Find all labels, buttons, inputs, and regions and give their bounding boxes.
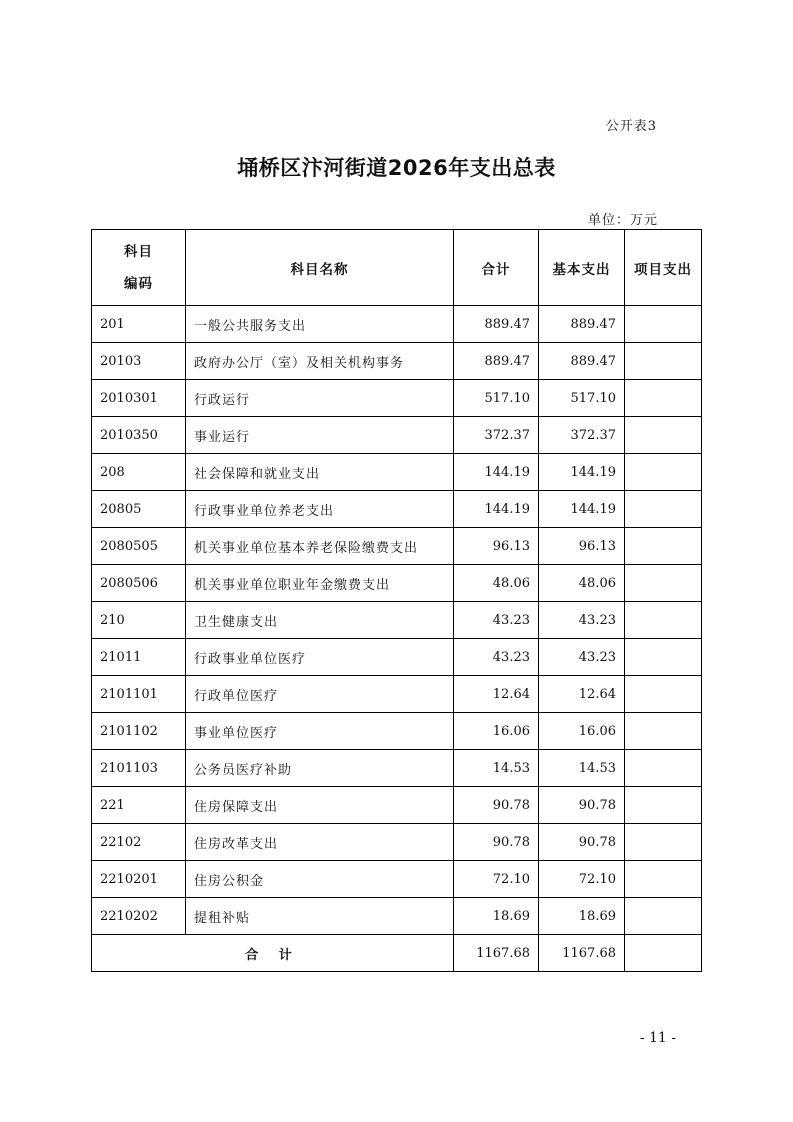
row-total: 12.64 — [454, 676, 539, 713]
row-basic: 14.53 — [539, 750, 625, 787]
total-label: 合 计 — [92, 935, 454, 972]
total-value: 1167.68 — [454, 935, 539, 972]
expenditure-table — [91, 229, 702, 972]
table-row — [92, 343, 702, 380]
row-total: 43.23 — [454, 602, 539, 639]
row-total: 889.47 — [454, 306, 539, 343]
row-total: 517.10 — [454, 380, 539, 417]
row-project — [625, 417, 702, 454]
row-project — [625, 306, 702, 343]
table-row — [92, 676, 702, 713]
table-row — [92, 639, 702, 676]
row-code: 2210201 — [92, 861, 186, 898]
row-code: 2080506 — [92, 565, 186, 602]
row-code: 2010350 — [92, 417, 186, 454]
column-header-total: 合计 — [454, 230, 539, 306]
row-name: 提租补贴 — [186, 898, 454, 935]
row-name: 住房公积金 — [186, 861, 454, 898]
row-project — [625, 565, 702, 602]
row-name: 公务员医疗补助 — [186, 750, 454, 787]
row-code: 2210202 — [92, 898, 186, 935]
row-basic: 90.78 — [539, 787, 625, 824]
table-row — [92, 713, 702, 750]
row-name: 一般公共服务支出 — [186, 306, 454, 343]
row-project — [625, 824, 702, 861]
row-name: 行政事业单位医疗 — [186, 639, 454, 676]
row-code: 2101102 — [92, 713, 186, 750]
table-header-row — [92, 230, 702, 306]
row-basic: 144.19 — [539, 491, 625, 528]
row-basic: 72.10 — [539, 861, 625, 898]
row-code: 21011 — [92, 639, 186, 676]
row-name: 机关事业单位基本养老保险缴费支出 — [186, 528, 454, 565]
row-project — [625, 454, 702, 491]
row-total: 144.19 — [454, 454, 539, 491]
row-project — [625, 787, 702, 824]
row-code: 20103 — [92, 343, 186, 380]
row-project — [625, 861, 702, 898]
row-project — [625, 639, 702, 676]
row-project — [625, 898, 702, 935]
row-code: 20805 — [92, 491, 186, 528]
table-row — [92, 417, 702, 454]
row-basic: 18.69 — [539, 898, 625, 935]
row-code: 22102 — [92, 824, 186, 861]
public-table-label: 公开表3 — [605, 119, 657, 134]
row-project — [625, 676, 702, 713]
row-name: 机关事业单位职业年金缴费支出 — [186, 565, 454, 602]
row-basic: 517.10 — [539, 380, 625, 417]
row-name: 行政事业单位养老支出 — [186, 491, 454, 528]
table-row — [92, 491, 702, 528]
row-name: 住房改革支出 — [186, 824, 454, 861]
row-name: 事业运行 — [186, 417, 454, 454]
column-header-code-top: 科目 — [124, 243, 153, 260]
column-header-code — [92, 230, 186, 306]
row-basic: 144.19 — [539, 454, 625, 491]
row-project — [625, 380, 702, 417]
row-code: 208 — [92, 454, 186, 491]
row-project — [625, 713, 702, 750]
row-code: 2080505 — [92, 528, 186, 565]
row-project — [625, 602, 702, 639]
table-row — [92, 380, 702, 417]
table-row — [92, 602, 702, 639]
row-basic: 96.13 — [539, 528, 625, 565]
row-name: 事业单位医疗 — [186, 713, 454, 750]
row-code: 2101101 — [92, 676, 186, 713]
table-total-row — [92, 935, 702, 972]
row-name: 卫生健康支出 — [186, 602, 454, 639]
row-code: 221 — [92, 787, 186, 824]
table-row — [92, 454, 702, 491]
row-basic: 43.23 — [539, 639, 625, 676]
row-basic: 90.78 — [539, 824, 625, 861]
table-body — [92, 306, 702, 935]
row-name: 行政单位医疗 — [186, 676, 454, 713]
row-code: 210 — [92, 602, 186, 639]
total-project-value — [625, 935, 702, 972]
row-code: 201 — [92, 306, 186, 343]
row-total: 889.47 — [454, 343, 539, 380]
row-basic: 889.47 — [539, 343, 625, 380]
column-header-basic: 基本支出 — [539, 230, 625, 306]
row-basic: 43.23 — [539, 602, 625, 639]
row-total: 90.78 — [454, 824, 539, 861]
row-project — [625, 491, 702, 528]
row-project — [625, 528, 702, 565]
total-basic-value: 1167.68 — [539, 935, 625, 972]
row-project — [625, 343, 702, 380]
row-total: 18.69 — [454, 898, 539, 935]
unit-label: 单位：万元 — [588, 213, 659, 228]
row-basic: 48.06 — [539, 565, 625, 602]
row-name: 社会保障和就业支出 — [186, 454, 454, 491]
row-total: 144.19 — [454, 491, 539, 528]
table-row — [92, 528, 702, 565]
row-project — [625, 750, 702, 787]
column-header-name: 科目名称 — [186, 230, 454, 306]
row-total: 96.13 — [454, 528, 539, 565]
table-row — [92, 861, 702, 898]
row-total: 372.37 — [454, 417, 539, 454]
table-row — [92, 565, 702, 602]
column-header-code-bottom: 编码 — [124, 275, 153, 292]
row-total: 48.06 — [454, 565, 539, 602]
table-row — [92, 750, 702, 787]
row-total: 14.53 — [454, 750, 539, 787]
table-row — [92, 306, 702, 343]
table-row — [92, 898, 702, 935]
table-row — [92, 787, 702, 824]
row-basic: 16.06 — [539, 713, 625, 750]
row-code: 2101103 — [92, 750, 186, 787]
row-name: 政府办公厅（室）及相关机构事务 — [186, 343, 454, 380]
page-number: - 11 - — [639, 1030, 676, 1046]
row-name: 行政运行 — [186, 380, 454, 417]
row-total: 90.78 — [454, 787, 539, 824]
table-row — [92, 824, 702, 861]
row-basic: 372.37 — [539, 417, 625, 454]
row-basic: 889.47 — [539, 306, 625, 343]
row-name: 住房保障支出 — [186, 787, 454, 824]
row-code: 2010301 — [92, 380, 186, 417]
column-header-project: 项目支出 — [625, 230, 702, 306]
row-total: 43.23 — [454, 639, 539, 676]
row-basic: 12.64 — [539, 676, 625, 713]
page-title: 埇桥区汴河街道2026年支出总表 — [237, 156, 556, 180]
row-total: 72.10 — [454, 861, 539, 898]
row-total: 16.06 — [454, 713, 539, 750]
